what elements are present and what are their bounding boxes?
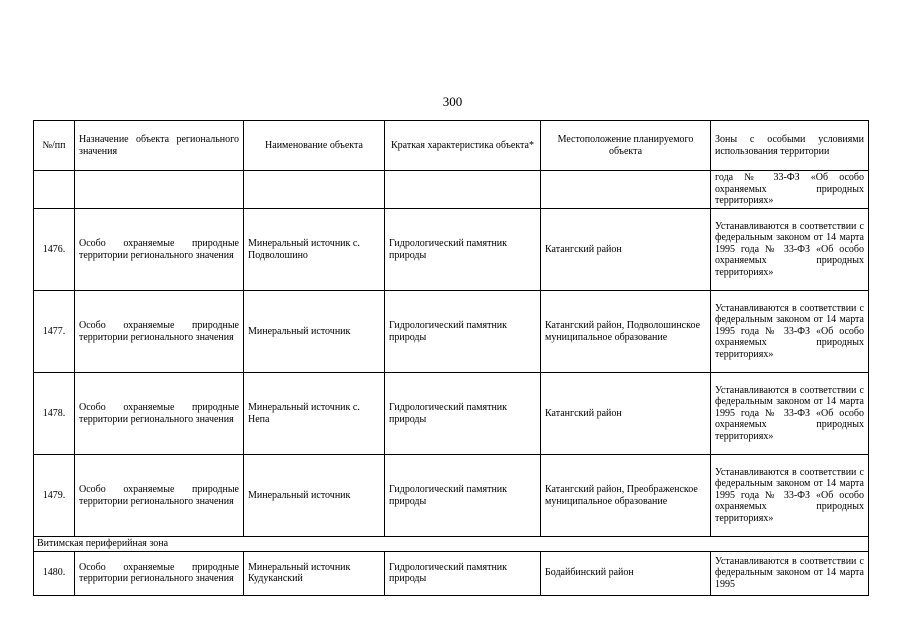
continuation-zones: года № 33-ФЗ «Об особо охраняемых природных территориях» <box>711 171 869 209</box>
row-number: 1479. <box>34 455 75 537</box>
table-row <box>34 291 869 373</box>
row-purpose: Особо охраняемые природные территории регионального значения <box>75 209 244 291</box>
row-location: Бодайбинский район <box>541 551 711 595</box>
row-location: Катангский район, Преображенское муниципальное образование <box>541 455 711 537</box>
row-zones: Устанавливаются в соответствии с федеральным законом от 14 марта 1995 года № 33-ФЗ «Об особо охраняемых природных территориях» <box>711 373 869 455</box>
row-location: Катангский район, Подволошинское муниципальное образование <box>541 291 711 373</box>
header-number: №/пп <box>34 121 75 171</box>
row-characteristic: Гидрологический памятник природы <box>385 551 541 595</box>
row-number: 1480. <box>34 551 75 595</box>
table-row <box>34 551 869 595</box>
row-purpose: Особо охраняемые природные территории регионального значения <box>75 373 244 455</box>
header-zones: Зоны с особыми условиями использования территории <box>711 121 869 171</box>
row-number: 1478. <box>34 373 75 455</box>
row-number: 1477. <box>34 291 75 373</box>
continuation-row <box>34 171 869 209</box>
table-row <box>34 373 869 455</box>
row-location: Катангский район <box>541 373 711 455</box>
row-name: Минеральный источник с. Подволошино <box>244 209 385 291</box>
row-name: Минеральный источник <box>244 455 385 537</box>
row-characteristic: Гидрологический памятник природы <box>385 209 541 291</box>
section-row <box>34 537 869 552</box>
row-name: Минеральный источник Кудуканский <box>244 551 385 595</box>
row-number: 1476. <box>34 209 75 291</box>
header-name: Наименование объекта <box>244 121 385 171</box>
row-purpose: Особо охраняемые природные территории регионального значения <box>75 551 244 595</box>
row-characteristic: Гидрологический памятник природы <box>385 455 541 537</box>
row-purpose: Особо охраняемые природные территории регионального значения <box>75 455 244 537</box>
objects-table <box>33 120 869 596</box>
header-purpose: Назначение объекта регионального значения <box>75 121 244 171</box>
row-zones: Устанавливаются в соответствии с федеральным законом от 14 марта 1995 года № 33-ФЗ «Об особо охраняемых природных территориях» <box>711 291 869 373</box>
table-row <box>34 209 869 291</box>
row-characteristic: Гидрологический памятник природы <box>385 291 541 373</box>
row-zones: Устанавливаются в соответствии с федеральным законом от 14 марта 1995 года № 33-ФЗ «Об особо охраняемых природных территориях» <box>711 455 869 537</box>
table-header-row <box>34 121 869 171</box>
row-name: Минеральный источник <box>244 291 385 373</box>
row-name: Минеральный источник с. Непа <box>244 373 385 455</box>
row-characteristic: Гидрологический памятник природы <box>385 373 541 455</box>
header-location: Местоположение планируемого объекта <box>541 121 711 171</box>
table-row <box>34 455 869 537</box>
page-number: 300 <box>442 94 463 109</box>
header-characteristic: Краткая характеристика объекта* <box>385 121 541 171</box>
section-label: Витимская периферийная зона <box>34 537 869 552</box>
row-purpose: Особо охраняемые природные территории регионального значения <box>75 291 244 373</box>
row-zones: Устанавливаются в соответствии с федеральным законом от 14 марта 1995 <box>711 551 869 595</box>
row-location: Катангский район <box>541 209 711 291</box>
row-zones: Устанавливаются в соответствии с федеральным законом от 14 марта 1995 года № 33-ФЗ «Об особо охраняемых природных территориях» <box>711 209 869 291</box>
